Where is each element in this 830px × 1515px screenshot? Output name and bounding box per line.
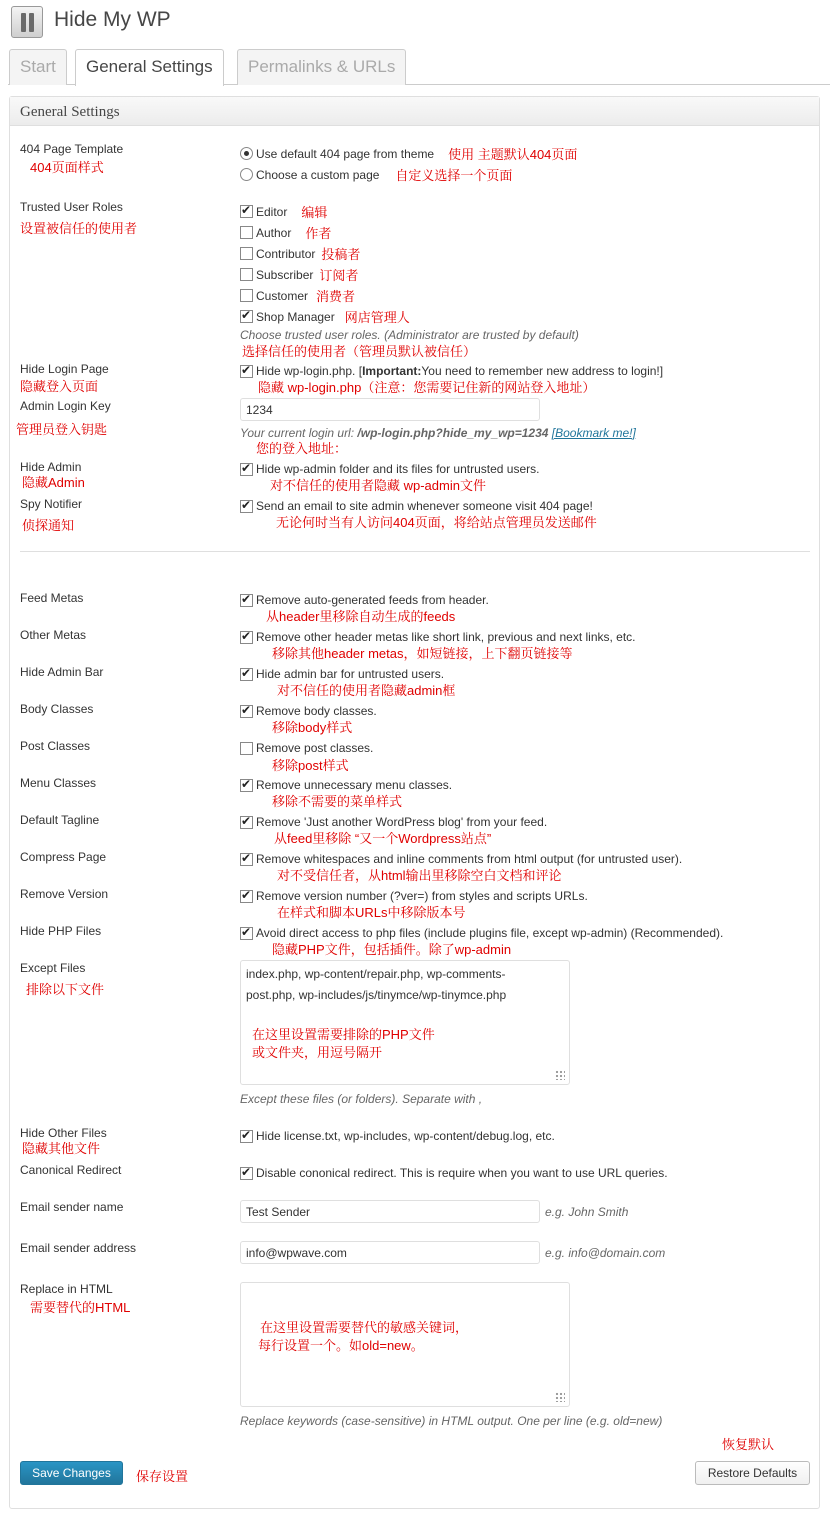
note-other-metas: 移除其他header metas，如短链接，上下翻页链接等 [272,646,573,661]
checkbox-other-metas[interactable] [240,630,636,644]
note-save-changes: 保存设置 [136,1469,189,1484]
restore-defaults-button[interactable]: Restore Defaults [695,1461,810,1485]
note: 订阅者 [319,268,359,283]
checkbox-icon[interactable] [240,742,253,755]
checkbox-label: Remove 'Just another WordPress blog' from your feed. [256,815,548,829]
email-sender-name-input[interactable] [240,1200,540,1223]
note-hide-login: 隐藏登入页面 [20,379,99,394]
label-hide-php-files: Hide PHP Files [20,924,102,938]
checkbox-icon[interactable] [240,500,253,513]
note-compress-page: 对不受信任者，从html输出里移除空白文档和评论 [277,868,562,883]
page-title: Hide My WP [54,8,171,31]
checkbox-label: Shop Manager [256,309,335,324]
admin-login-key-input[interactable] [240,398,540,421]
note-feed-metas: 从header里移除自动生成的feeds [266,609,456,624]
note-post-classes: 移除post样式 [272,758,349,773]
checkbox-role-author[interactable] [240,223,331,242]
checkbox-label: Avoid direct access to php files (include plugins file, except wp-admin) (Recommended). [256,926,724,940]
checkbox-hide-other-files[interactable] [240,1129,555,1143]
checkbox-label: Remove version number (?ver=) from styles and scripts URLs. [256,889,588,903]
label-trusted-roles: Trusted User Roles [20,200,123,214]
note-hide-other-files: 隐藏其他文件 [22,1141,101,1156]
label-email-sender-address: Email sender address [20,1241,137,1255]
label-hide-other-files: Hide Other Files [20,1126,107,1140]
checkbox-label: Hide wp-login.php. [ [256,364,363,378]
note-replace-in-html: 需要替代的HTML [30,1300,131,1315]
note-body-classes: 移除body样式 [272,720,353,735]
checkbox-icon[interactable] [240,365,253,378]
checkbox-label: Remove unnecessary menu classes. [256,778,453,792]
note-hide-admin-bar: 对不信任的使用者隐藏admin框 [277,683,456,698]
radio-label: Use default 404 page from theme [256,146,435,161]
label-spy-notifier: Spy Notifier [20,497,83,511]
email-sender-address-input[interactable] [240,1241,540,1264]
checkbox-icon[interactable] [240,816,253,829]
replace-note-2: 每行设置一个。如old=new。 [258,1338,424,1353]
login-url-prefix: Your current login url: [240,426,358,440]
note-hide-admin: 隐藏Admin [22,475,85,490]
label-email-sender-name: Email sender name [20,1200,124,1214]
note-menu-classes: 移除不需要的菜单样式 [272,794,403,809]
note-spy-text: 无论何时当有人访问404页面，将给站点管理员发送邮件 [276,515,597,530]
checkbox-post-classes[interactable] [240,741,373,755]
tab-general-settings[interactable]: General Settings [75,49,224,86]
bookmark-link[interactable]: [Bookmark me!] [551,426,636,440]
save-changes-button[interactable]: Save Changes [20,1461,123,1485]
checkbox-label: Subscriber [256,267,314,282]
checkbox-hide-admin-bar[interactable] [240,667,444,681]
except-files-line-2: post.php, wp-includes/js/tinymce/wp-tinymce.php [246,988,507,1002]
checkbox-role-shop-manager[interactable] [240,307,410,326]
checkbox-icon[interactable] [240,247,253,260]
note-login-url: 您的登入地址： [256,441,348,456]
note-except-files: 排除以下文件 [26,982,105,997]
checkbox-spy-notifier[interactable] [240,499,593,513]
radio-icon[interactable] [240,168,253,181]
checkbox-role-editor[interactable] [240,202,327,221]
checkbox-body-classes[interactable] [240,704,377,718]
radio-label: Choose a custom page [256,167,380,182]
tab-permalinks-urls[interactable]: Permalinks & URLs [237,49,406,85]
checkbox-label: Remove post classes. [256,741,374,755]
replace-note-1: 在这里设置需要替代的敏感关键词， [260,1320,469,1335]
checkbox-label: Editor [256,204,288,219]
checkbox-label-rest: You need to remember new address to login!] [421,364,664,378]
checkbox-compress-page[interactable] [240,852,682,866]
resize-handle-icon[interactable] [555,1392,565,1402]
checkbox-role-contributor[interactable] [240,244,360,263]
label-compress-page: Compress Page [20,850,107,864]
note-hide-php-files: 隐藏PHP文件，包括插件。除了wp-admin [272,942,512,957]
note-spy-notifier: 侦探通知 [22,518,75,533]
checkbox-default-tagline[interactable] [240,815,547,829]
note: 网店管理人 [344,310,410,325]
tab-start[interactable]: Start [9,49,67,85]
note: 投稿者 [321,247,361,262]
important-label: Important: [362,364,422,378]
checkbox-remove-version[interactable] [240,889,588,903]
checkbox-label: Hide license.txt, wp-includes, wp-content/debug.log, etc. [256,1129,555,1143]
checkbox-menu-classes[interactable] [240,778,452,792]
roles-description-note: 选择信任的使用者（管理员默认被信任） [242,344,477,359]
checkbox-feed-metas[interactable] [240,593,489,607]
section-divider [20,551,810,552]
checkbox-label: Send an email to site admin whenever someone visit 404 page! [256,499,593,513]
resize-handle-icon[interactable] [555,1070,565,1080]
radio-icon[interactable] [240,147,253,160]
label-canonical-redirect: Canonical Redirect [20,1163,122,1177]
label-remove-version: Remove Version [20,887,109,901]
checkbox-icon[interactable] [240,205,253,218]
panel-title: General Settings [20,104,120,120]
checkbox-hide-login[interactable] [240,364,663,378]
checkbox-label: Customer [256,288,309,303]
checkbox-icon[interactable] [240,463,253,476]
except-files-note-1: 在这里设置需要排除的PHP文件 [252,1027,435,1042]
checkbox-icon[interactable] [240,853,253,866]
checkbox-label: Author [256,225,292,240]
checkbox-label: Disable cononical redirect. This is require when you want to use URL queries. [256,1166,668,1180]
radio-custom-404[interactable] [240,165,512,184]
label-default-tagline: Default Tagline [20,813,100,827]
checkbox-label: Remove auto-generated feeds from header. [256,593,489,607]
login-url-value: /wp-login.php?hide_my_wp=1234 [357,426,549,440]
note: 编辑 [301,205,328,220]
checkbox-hide-admin[interactable] [240,462,539,476]
except-files-description: Except these files (or folders). Separate with , [240,1092,483,1106]
note-404-template: 404页面样式 [30,160,104,175]
note: 使用 主题默认404页面 [448,147,578,162]
note-restore-defaults: 恢复默认 [722,1437,775,1452]
checkbox-icon[interactable] [240,226,253,239]
checkbox-role-subscriber[interactable] [240,265,358,284]
checkbox-icon[interactable] [240,268,253,281]
label-replace-in-html: Replace in HTML [20,1282,113,1296]
checkbox-hide-php-files[interactable] [240,926,723,940]
email-sender-address-example: e.g. info@domain.com [545,1246,666,1260]
checkbox-icon[interactable] [240,668,253,681]
note-admin-login-key: 管理员登入钥匙 [16,422,108,437]
note: 作者 [305,226,332,241]
label-post-classes: Post Classes [20,739,91,753]
checkbox-icon[interactable] [240,1130,253,1143]
note-remove-version: 在样式和脚本URLs中移除版本号 [277,905,466,920]
checkbox-label: Remove whitespaces and inline comments from html output (for untrusted user). [256,852,683,866]
label-except-files: Except Files [20,961,86,975]
checkbox-role-customer[interactable] [240,286,355,305]
label-admin-login-key: Admin Login Key [20,399,111,413]
checkbox-icon[interactable] [240,594,253,607]
note-hide-admin-text: 对不信任的使用者隐藏 wp-admin文件 [270,478,486,493]
note: 消费者 [316,289,356,304]
checkbox-label: Remove other header metas like short link, previous and next links, etc. [256,630,636,644]
checkbox-label: Remove body classes. [256,704,377,718]
checkbox-label: Contributor [256,246,316,261]
checkbox-canonical-redirect[interactable] [240,1166,668,1180]
note-hide-login-text: 隐藏 wp-login.php（注意：您需要记住新的网站登入地址） [258,380,596,395]
checkbox-icon[interactable] [240,289,253,302]
label-other-metas: Other Metas [20,628,87,642]
checkbox-icon[interactable] [240,890,253,903]
checkbox-icon[interactable] [240,631,253,644]
checkbox-icon[interactable] [240,310,253,323]
label-body-classes: Body Classes [20,702,94,716]
email-sender-name-example: e.g. John Smith [545,1205,629,1219]
except-files-line-1: index.php, wp-content/repair.php, wp-comments- [246,967,506,981]
panel-header [10,97,819,126]
checkbox-label: Hide admin bar for untrusted users. [256,667,445,681]
label-feed-metas: Feed Metas [20,591,84,605]
note-default-tagline: 从feed里移除 “又一个Wordpress站点” [274,831,492,846]
label-404-template: 404 Page Template [20,142,124,156]
note-trusted-roles: 设置被信任的使用者 [20,221,138,236]
replace-in-html-description: Replace keywords (case-sensitive) in HTML output. One per line (e.g. old=new) [240,1414,663,1428]
radio-default-404[interactable] [240,144,577,163]
label-menu-classes: Menu Classes [20,776,97,790]
checkbox-icon[interactable] [240,779,253,792]
plugin-icon [11,6,43,38]
checkbox-icon[interactable] [240,1167,253,1180]
checkbox-label: Hide wp-admin folder and its files for untrusted users. [256,462,540,476]
label-hide-login: Hide Login Page [20,362,109,376]
except-files-note-2: 或文件夹，用逗号隔开 [252,1045,383,1060]
checkbox-icon[interactable] [240,705,253,718]
roles-description: Choose trusted user roles. (Administrator are trusted by default) [240,328,579,342]
note: 自定义选择一个页面 [395,168,513,183]
checkbox-icon[interactable] [240,927,253,940]
label-hide-admin-bar: Hide Admin Bar [20,665,104,679]
label-hide-admin: Hide Admin [20,460,82,474]
